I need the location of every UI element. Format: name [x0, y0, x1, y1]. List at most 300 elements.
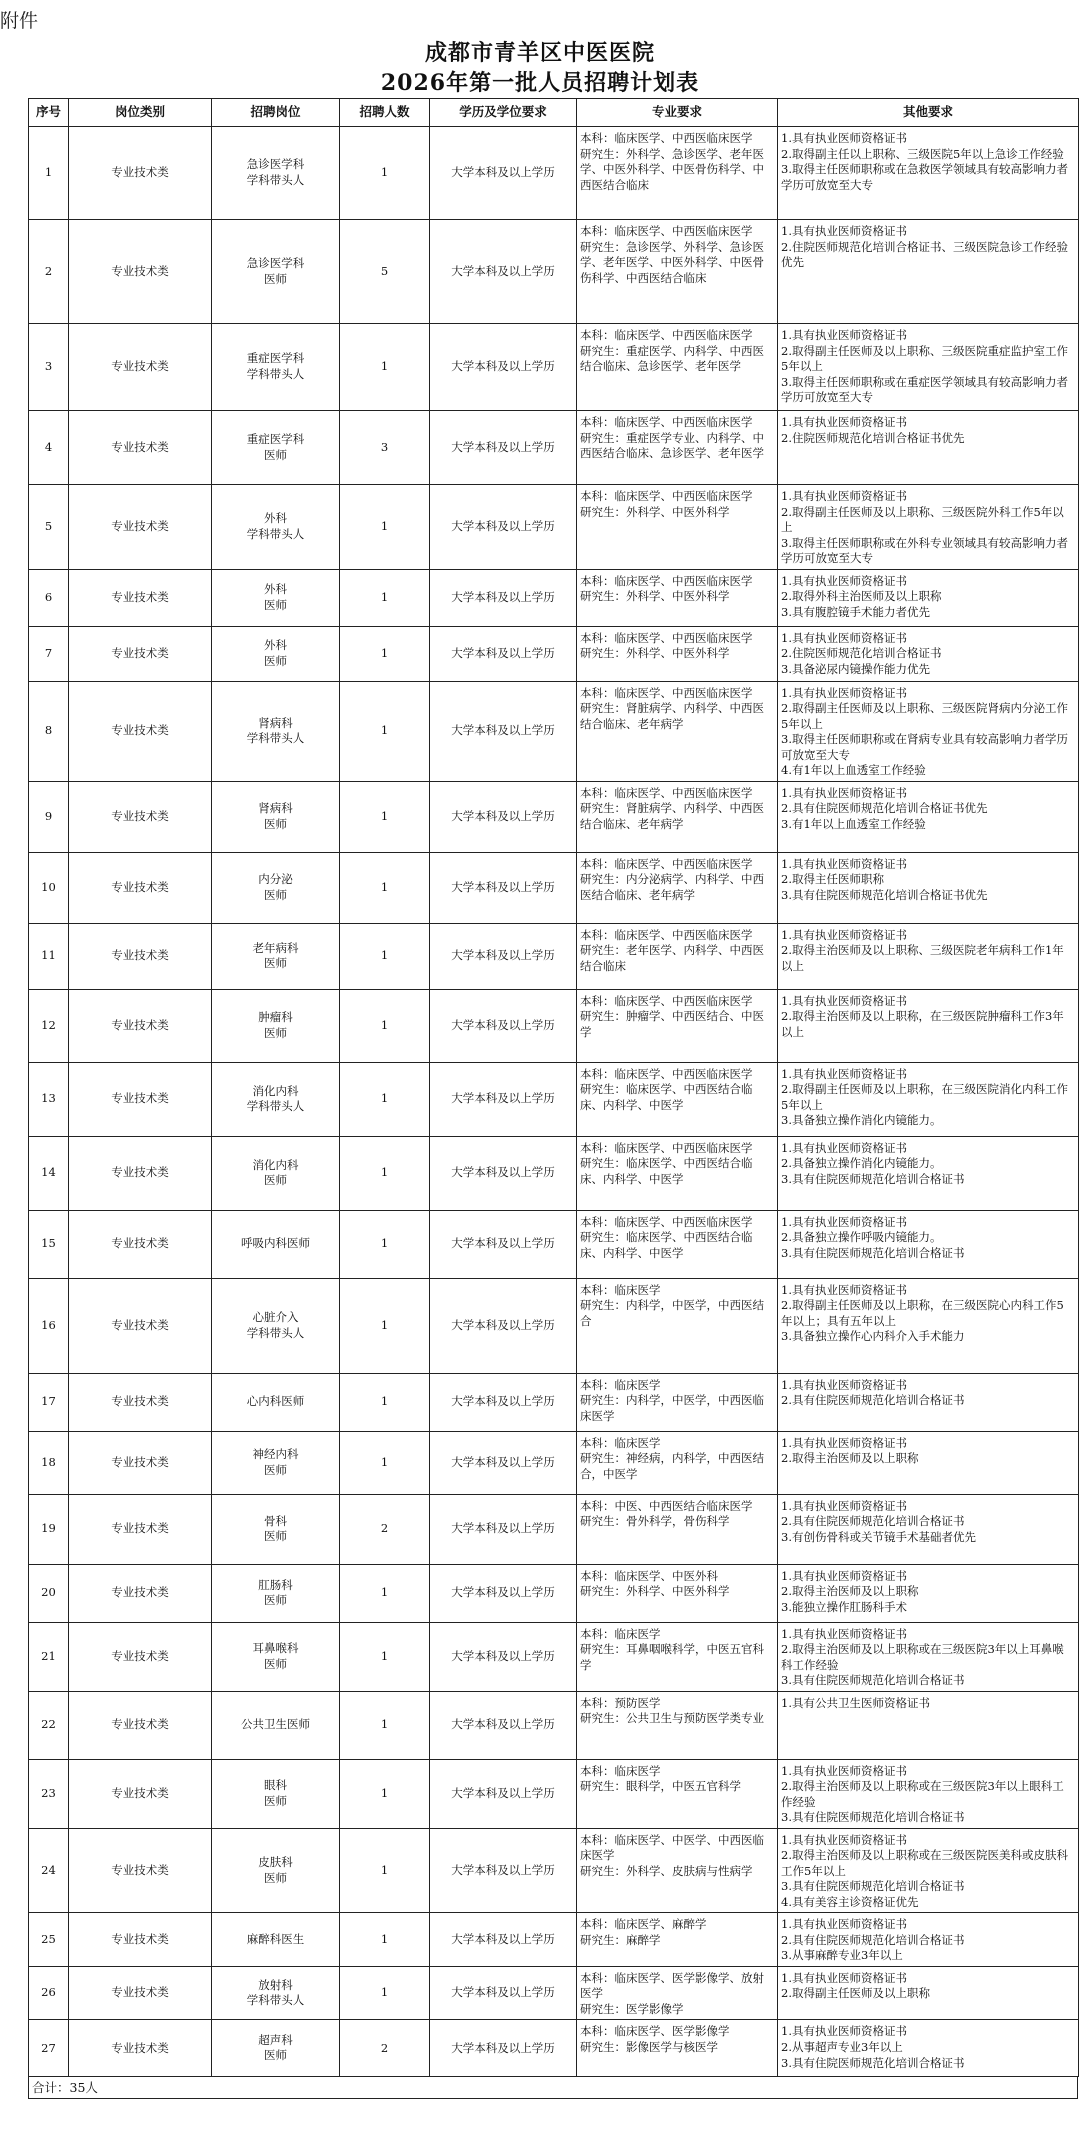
- requirement-line: 1.具有公共卫生医师资格证书: [781, 1695, 930, 1710]
- post-name: 神经内科: [252, 1447, 299, 1462]
- cell-count: 1: [340, 1966, 430, 2020]
- major-line: 研究生：内科学，中医学，中西医临床医学: [580, 1393, 764, 1423]
- table-row: [29, 626, 1079, 681]
- cell-post: [212, 681, 340, 781]
- cell-seq: 8: [29, 681, 69, 781]
- cell-major: [577, 485, 778, 570]
- post-name: 消化内科: [252, 1157, 299, 1172]
- header-post: 招聘岗位: [212, 99, 340, 127]
- cell-major: [577, 1759, 778, 1828]
- requirement-line: 2.取得主治医师及以上职称或在三级医院3年以上耳鼻喉科工作经验: [781, 1642, 1064, 1672]
- post-title: 医师: [264, 1462, 287, 1477]
- cell-education: 大学本科及以上学历: [430, 852, 577, 923]
- requirement-line: 2.住院医师规范化培训合格证书、三级医院急诊工作经验优先: [781, 239, 1068, 270]
- table-row: [29, 324, 1079, 411]
- cell-education: 大学本科及以上学历: [430, 1622, 577, 1691]
- requirement-line: 1.具有执业医师资格证书: [781, 415, 907, 429]
- post-title: 医师: [264, 1656, 287, 1671]
- post-name: 肾病科: [258, 801, 293, 816]
- cell-education: 大学本科及以上学历: [430, 626, 577, 681]
- requirement-line: 3.具有住院医师规范化培训合格证书: [781, 1673, 965, 1688]
- cell-post: [212, 569, 340, 626]
- cell-education: 大学本科及以上学历: [430, 1494, 577, 1564]
- header-seq: 序号: [29, 99, 69, 127]
- cell-other: [778, 1622, 1079, 1691]
- cell-education: 大学本科及以上学历: [430, 1062, 577, 1136]
- cell-category: 专业技术类: [69, 324, 212, 411]
- cell-category: 专业技术类: [69, 852, 212, 923]
- cell-count: 1: [340, 626, 430, 681]
- cell-category: 专业技术类: [69, 1828, 212, 1913]
- major-line: 研究生：麻醉学: [580, 1932, 661, 1947]
- post-title: 学科带头人: [246, 173, 305, 187]
- table-row: [29, 1494, 1079, 1564]
- requirement-line: 1.具有执业医师资格证书: [781, 573, 907, 588]
- post-name: 消化内科: [252, 1083, 299, 1098]
- post-name: 麻醉科医生: [246, 1931, 305, 1946]
- cell-count: 1: [340, 1828, 430, 1913]
- major-line: 本科：临床医学: [580, 1377, 661, 1392]
- cell-other: [778, 923, 1079, 989]
- major-line: 本科：临床医学: [580, 1763, 661, 1778]
- major-line: 本科：临床医学、中西医临床医学: [580, 856, 753, 871]
- cell-seq: 15: [29, 1210, 69, 1278]
- requirement-line: 3.取得主任医师职称或在肾病专业具有较高影响力者学历可放宽至大专: [781, 732, 1068, 762]
- requirement-line: 2.取得副主任医师及以上职称、三级医院重症监护室工作5年以上: [781, 343, 1068, 374]
- page-title: 成都市青羊区中医医院: [424, 40, 655, 66]
- cell-category: 专业技术类: [69, 1210, 212, 1278]
- cell-category: 专业技术类: [69, 220, 212, 324]
- cell-other: [778, 127, 1079, 220]
- requirement-line: 2.取得主治医师及以上职称或在三级医院3年以上眼科工作经验: [781, 1779, 1064, 1809]
- cell-post: [212, 626, 340, 681]
- post-name: 外科: [264, 582, 287, 597]
- major-line: 研究生：外科学、中医外科学: [580, 589, 730, 604]
- cell-other: [778, 324, 1079, 411]
- requirement-line: 2.具备独立操作呼吸内镜能力。: [781, 1230, 942, 1245]
- cell-category: 专业技术类: [69, 1278, 212, 1373]
- major-line: 研究生：肿瘤学、中西医结合、中医学: [580, 1009, 764, 1039]
- table-row: [29, 569, 1079, 626]
- requirement-line: 3.具有住院医师规范化培训合格证书: [781, 1245, 965, 1260]
- major-line: 本科：临床医学、中西医临床医学: [580, 630, 753, 645]
- cell-post: [212, 1564, 340, 1622]
- cell-major: [577, 411, 778, 485]
- cell-seq: 9: [29, 781, 69, 852]
- requirement-line: 3.从事麻醉专业3年以上: [781, 1948, 903, 1963]
- cell-other: [778, 411, 1079, 485]
- cell-major: [577, 1431, 778, 1494]
- table-row: [29, 127, 1079, 220]
- cell-education: 大学本科及以上学历: [430, 1913, 577, 1967]
- cell-education: 大学本科及以上学历: [430, 485, 577, 570]
- post-title: 医师: [264, 653, 287, 668]
- post-title: 医师: [264, 2048, 287, 2063]
- requirement-line: 2.住院医师规范化培训合格证书: [781, 646, 942, 661]
- requirement-line: 3.能独立操作肛肠科手术: [781, 1599, 907, 1614]
- cell-count: 1: [340, 852, 430, 923]
- requirement-line: 2.取得主治医师及以上职称，在三级医院肿瘤科工作3年以上: [781, 1009, 1064, 1039]
- cell-seq: 21: [29, 1622, 69, 1691]
- cell-seq: 16: [29, 1278, 69, 1373]
- post-title: 学科带头人: [246, 1325, 305, 1340]
- post-title: 医师: [264, 887, 287, 902]
- table-row: [29, 485, 1079, 570]
- major-line: 本科：临床医学: [580, 1282, 661, 1297]
- post-title: 学科带头人: [246, 1099, 305, 1114]
- header-education: 学历及学位要求: [430, 99, 577, 127]
- table-row: [29, 989, 1079, 1062]
- post-name: 心脏介入: [252, 1310, 299, 1325]
- major-line: 本科：临床医学、中西医临床医学: [580, 131, 753, 145]
- major-line: 本科：临床医学、中西医临床医学: [580, 927, 753, 942]
- header-major: 专业要求: [577, 99, 778, 127]
- requirement-line: 2.取得副主任医师及以上职称、三级医院外科工作5年以上: [781, 504, 1064, 535]
- cell-seq: 10: [29, 852, 69, 923]
- requirement-line: 1.具有执业医师资格证书: [781, 785, 907, 800]
- requirement-line: 3.具有腹腔镜手术能力者优先: [781, 604, 930, 619]
- cell-seq: 3: [29, 324, 69, 411]
- major-line: 研究生：急诊医学、外科学、急诊医学、老年医学、中医外科学、中医骨伤科学、中西医结合临床: [580, 239, 764, 285]
- cell-seq: 4: [29, 411, 69, 485]
- requirement-line: 3.具备独立操作消化内镜能力。: [781, 1113, 942, 1128]
- table-row: [29, 2020, 1079, 2077]
- cell-count: 1: [340, 1759, 430, 1828]
- cell-count: 3: [340, 411, 430, 485]
- cell-other: [778, 681, 1079, 781]
- cell-major: [577, 220, 778, 324]
- cell-category: 专业技术类: [69, 1373, 212, 1431]
- cell-other: [778, 1431, 1079, 1494]
- table-row: [29, 1966, 1079, 2020]
- cell-count: 1: [340, 1210, 430, 1278]
- cell-count: 1: [340, 127, 430, 220]
- major-line: 本科：临床医学、麻醉学: [580, 1917, 707, 1932]
- post-name: 肿瘤科: [258, 1010, 293, 1025]
- post-name: 眼科: [264, 1778, 287, 1793]
- cell-seq: 25: [29, 1913, 69, 1967]
- cell-category: 专业技术类: [69, 1622, 212, 1691]
- major-line: 本科：临床医学、中西医临床医学: [580, 1214, 753, 1229]
- post-name: 肾病科: [258, 715, 293, 730]
- table-row: [29, 1564, 1079, 1622]
- cell-education: 大学本科及以上学历: [430, 1828, 577, 1913]
- requirement-line: 1.具有执业医师资格证书: [781, 1832, 907, 1847]
- cell-seq: 14: [29, 1136, 69, 1210]
- cell-seq: 20: [29, 1564, 69, 1622]
- cell-other: [778, 852, 1079, 923]
- cell-post: [212, 411, 340, 485]
- cell-education: 大学本科及以上学历: [430, 1759, 577, 1828]
- cell-education: 大学本科及以上学历: [430, 324, 577, 411]
- requirement-line: 3.具有住院医师规范化培训合格证书优先: [781, 887, 988, 902]
- requirement-line: 1.具有执业医师资格证书: [781, 1498, 907, 1513]
- cell-count: 1: [340, 923, 430, 989]
- cell-count: 1: [340, 1564, 430, 1622]
- post-name: 心内科医师: [246, 1394, 305, 1409]
- cell-education: 大学本科及以上学历: [430, 781, 577, 852]
- cell-count: 1: [340, 1913, 430, 1967]
- requirement-line: 3.具有住院医师规范化培训合格证书: [781, 1879, 965, 1894]
- cell-category: 专业技术类: [69, 411, 212, 485]
- major-line: 本科：临床医学、中西医临床医学: [580, 328, 753, 342]
- cell-category: 专业技术类: [69, 1913, 212, 1967]
- major-line: 研究生：外科学、中医外科学: [580, 504, 730, 519]
- post-title: 医师: [264, 447, 287, 462]
- cell-major: [577, 923, 778, 989]
- requirement-line: 1.具有执业医师资格证书: [781, 1066, 907, 1081]
- cell-post: [212, 1431, 340, 1494]
- cell-post: [212, 923, 340, 989]
- post-title: 学科带头人: [246, 1993, 305, 2008]
- cell-seq: 6: [29, 569, 69, 626]
- cell-count: 1: [340, 1278, 430, 1373]
- post-name: 内分泌: [258, 872, 293, 887]
- requirement-line: 1.具有执业医师资格证书: [781, 685, 907, 700]
- cell-category: 专业技术类: [69, 569, 212, 626]
- major-line: 本科：临床医学、中西医临床医学: [580, 489, 753, 503]
- cell-count: 1: [340, 1373, 430, 1431]
- major-line: 研究生：外科学、中医外科学: [580, 646, 730, 661]
- post-name: 肛肠科: [258, 1577, 293, 1592]
- cell-count: 1: [340, 781, 430, 852]
- cell-major: [577, 127, 778, 220]
- cell-major: [577, 1913, 778, 1967]
- cell-category: 专业技术类: [69, 681, 212, 781]
- cell-count: 1: [340, 1062, 430, 1136]
- cell-other: [778, 989, 1079, 1062]
- major-line: 本科：临床医学、医学影像学、放射医学: [580, 1970, 764, 2001]
- cell-major: [577, 1062, 778, 1136]
- table-row: [29, 681, 1079, 781]
- requirement-line: 2.具有住院医师规范化培训合格证书: [781, 1514, 965, 1529]
- major-line: 研究生：老年医学、内科学、中西医结合临床: [580, 943, 764, 973]
- cell-category: 专业技术类: [69, 485, 212, 570]
- cell-major: [577, 989, 778, 1062]
- cell-other: [778, 569, 1079, 626]
- cell-major: [577, 1373, 778, 1431]
- cell-count: 1: [340, 1136, 430, 1210]
- cell-other: [778, 485, 1079, 570]
- cell-other: [778, 1210, 1079, 1278]
- cell-education: 大学本科及以上学历: [430, 1136, 577, 1210]
- major-line: 研究生：临床医学、中西医结合临床、内科学、中医学: [580, 1082, 753, 1112]
- header-count: 招聘人数: [340, 99, 430, 127]
- requirement-line: 1.具有执业医师资格证书: [781, 1214, 907, 1229]
- cell-major: [577, 781, 778, 852]
- cell-education: 大学本科及以上学历: [430, 1373, 577, 1431]
- major-line: 研究生：临床医学、中西医结合临床、内科学、中医学: [580, 1156, 753, 1186]
- table-row: [29, 1373, 1079, 1431]
- table-header-row: [29, 99, 1079, 127]
- major-line: 本科：临床医学、中西医临床医学: [580, 993, 753, 1008]
- cell-post: [212, 1913, 340, 1967]
- major-line: 研究生：临床医学、中西医结合临床、内科学、中医学: [580, 1230, 753, 1260]
- major-line: 研究生：影像医学与核医学: [580, 2039, 718, 2054]
- requirement-line: 2.取得外科主治医师及以上职称: [781, 589, 942, 604]
- requirement-line: 2.具有住院医师规范化培训合格证书优先: [781, 801, 988, 816]
- cell-seq: 18: [29, 1431, 69, 1494]
- post-title: 学科带头人: [246, 526, 305, 541]
- requirement-line: 1.具有执业医师资格证书: [781, 1282, 907, 1297]
- requirement-line: 3.具有住院医师规范化培训合格证书: [781, 2055, 965, 2070]
- cell-major: [577, 1494, 778, 1564]
- cell-other: [778, 1278, 1079, 1373]
- cell-category: 专业技术类: [69, 989, 212, 1062]
- cell-other: [778, 1564, 1079, 1622]
- cell-count: 1: [340, 1622, 430, 1691]
- major-line: 研究生：内分泌病学、内科学、中西医结合临床、老年病学: [580, 872, 764, 902]
- requirement-line: 1.具有执业医师资格证书: [781, 328, 907, 342]
- requirement-line: 1.具有执业医师资格证书: [781, 856, 907, 871]
- cell-category: 专业技术类: [69, 1494, 212, 1564]
- cell-post: [212, 1759, 340, 1828]
- cell-other: [778, 1966, 1079, 2020]
- requirement-line: 2.取得主治医师及以上职称或在三级医院医美科或皮肤科工作5年以上: [781, 1848, 1068, 1878]
- cell-count: 1: [340, 681, 430, 781]
- major-line: 研究生：骨外科学，骨伤科学: [580, 1514, 730, 1529]
- cell-post: [212, 2020, 340, 2077]
- cell-other: [778, 781, 1079, 852]
- cell-education: 大学本科及以上学历: [430, 1278, 577, 1373]
- requirement-line: 1.具有执业医师资格证书: [781, 224, 907, 238]
- cell-education: 大学本科及以上学历: [430, 923, 577, 989]
- major-line: 研究生：内科学，中医学，中西医结合: [580, 1298, 764, 1328]
- cell-seq: 22: [29, 1691, 69, 1759]
- header-category: 岗位类别: [69, 99, 212, 127]
- major-line: 研究生：外科学、急诊医学、老年医学、中医外科学、中医骨伤科学、中西医结合临床: [580, 146, 764, 192]
- cell-post: [212, 1691, 340, 1759]
- table-row: [29, 1913, 1079, 1967]
- cell-seq: 13: [29, 1062, 69, 1136]
- cell-major: [577, 2020, 778, 2077]
- post-name: 老年病科: [252, 940, 299, 955]
- table-row: [29, 852, 1079, 923]
- post-name: 耳鼻喉科: [252, 1641, 299, 1656]
- major-line: 研究生：外科学、中医外科学: [580, 1584, 730, 1599]
- cell-education: 大学本科及以上学历: [430, 220, 577, 324]
- post-name: 急诊医学科: [246, 255, 305, 270]
- requirement-line: 3.具备独立操作心内科介入手术能力: [781, 1329, 965, 1344]
- table-body: [29, 127, 1079, 2077]
- cell-count: 1: [340, 569, 430, 626]
- requirement-line: 2.取得副主任以上职称、三级医院5年以上急诊工作经验: [781, 146, 1064, 161]
- major-line: 研究生：眼科学，中医五官科学: [580, 1779, 741, 1794]
- cell-major: [577, 1966, 778, 2020]
- cell-category: 专业技术类: [69, 1966, 212, 2020]
- table-row: [29, 1278, 1079, 1373]
- cell-education: 大学本科及以上学历: [430, 1431, 577, 1494]
- post-name: 皮肤科: [258, 1855, 293, 1870]
- major-line: 本科：临床医学、中医学、中西医临床医学: [580, 1832, 764, 1863]
- cell-other: [778, 1759, 1079, 1828]
- major-line: 本科：预防医学: [580, 1695, 661, 1710]
- major-line: 本科：临床医学、中西医临床医学: [580, 224, 753, 238]
- cell-education: 大学本科及以上学历: [430, 1564, 577, 1622]
- post-title: 医师: [264, 1870, 287, 1885]
- requirement-line: 1.具有执业医师资格证书: [781, 1435, 907, 1450]
- requirement-line: 1.具有执业医师资格证书: [781, 630, 907, 645]
- post-name: 放射科: [258, 1977, 293, 1992]
- table-row: [29, 1062, 1079, 1136]
- cell-count: 1: [340, 1431, 430, 1494]
- cell-seq: 7: [29, 626, 69, 681]
- requirement-line: 2.具有住院医师规范化培训合格证书: [781, 1932, 965, 1947]
- cell-post: [212, 485, 340, 570]
- cell-post: [212, 324, 340, 411]
- cell-count: 1: [340, 989, 430, 1062]
- cell-category: 专业技术类: [69, 1759, 212, 1828]
- table-row: [29, 1691, 1079, 1759]
- major-line: 本科：临床医学、中西医临床医学: [580, 573, 753, 588]
- table-row: [29, 1828, 1079, 1913]
- cell-education: 大学本科及以上学历: [430, 681, 577, 781]
- cell-seq: 24: [29, 1828, 69, 1913]
- requirement-line: 2.具备独立操作消化内镜能力。: [781, 1156, 942, 1171]
- cell-post: [212, 220, 340, 324]
- cell-education: 大学本科及以上学历: [430, 1691, 577, 1759]
- requirement-line: 1.具有执业医师资格证书: [781, 1568, 907, 1583]
- cell-post: [212, 1622, 340, 1691]
- table-row: [29, 1136, 1079, 1210]
- cell-post: [212, 781, 340, 852]
- cell-seq: 1: [29, 127, 69, 220]
- post-title: 医师: [264, 1529, 287, 1544]
- post-name: 重症医学科: [246, 431, 305, 446]
- requirement-line: 3.有创伤骨科或关节镜手术基础者优先: [781, 1529, 976, 1544]
- cell-count: 2: [340, 2020, 430, 2077]
- requirement-line: 2.取得主任医师职称: [781, 872, 884, 887]
- requirement-line: 2.取得副主任医师及以上职称，在三级医院消化内科工作5年以上: [781, 1082, 1068, 1112]
- cell-post: [212, 1210, 340, 1278]
- table-row: [29, 1759, 1079, 1828]
- requirement-line: 2.取得副主任医师及以上职称，在三级医院心内科工作5年以上；具有五年以上: [781, 1298, 1064, 1328]
- cell-other: [778, 1136, 1079, 1210]
- cell-other: [778, 1913, 1079, 1967]
- table-row: [29, 1431, 1079, 1494]
- post-title: 医师: [264, 271, 287, 286]
- cell-post: [212, 127, 340, 220]
- cell-seq: 2: [29, 220, 69, 324]
- cell-post: [212, 1136, 340, 1210]
- major-line: 本科：临床医学: [580, 1626, 661, 1641]
- table-row: [29, 1622, 1079, 1691]
- cell-major: [577, 1691, 778, 1759]
- post-name: 外科: [264, 638, 287, 653]
- requirement-line: 4.具有美容主诊资格证优先: [781, 1894, 919, 1909]
- cell-education: 大学本科及以上学历: [430, 411, 577, 485]
- cell-post: [212, 1062, 340, 1136]
- requirement-line: 3.有1年以上血透室工作经验: [781, 816, 926, 831]
- major-line: 本科：临床医学、医学影像学: [580, 2024, 730, 2039]
- cell-category: 专业技术类: [69, 781, 212, 852]
- cell-seq: 26: [29, 1966, 69, 2020]
- major-line: 本科：临床医学: [580, 1435, 661, 1450]
- post-title: 医师: [264, 597, 287, 612]
- cell-post: [212, 1966, 340, 2020]
- requirement-line: 2.取得副主任医师及以上职称、三级医院肾病内分泌工作5年以上: [781, 701, 1068, 731]
- cell-seq: 19: [29, 1494, 69, 1564]
- requirement-line: 1.具有执业医师资格证书: [781, 927, 907, 942]
- cell-other: [778, 626, 1079, 681]
- post-title: 医师: [264, 1593, 287, 1608]
- requirement-line: 2.取得主治医师及以上职称: [781, 1584, 919, 1599]
- major-line: 研究生：耳鼻咽喉科学，中医五官科学: [580, 1642, 764, 1672]
- requirement-line: 1.具有执业医师资格证书: [781, 1140, 907, 1155]
- major-line: 研究生：肾脏病学、内科学、中西医结合临床、老年病学: [580, 801, 764, 831]
- cell-category: 专业技术类: [69, 923, 212, 989]
- cell-category: 专业技术类: [69, 1431, 212, 1494]
